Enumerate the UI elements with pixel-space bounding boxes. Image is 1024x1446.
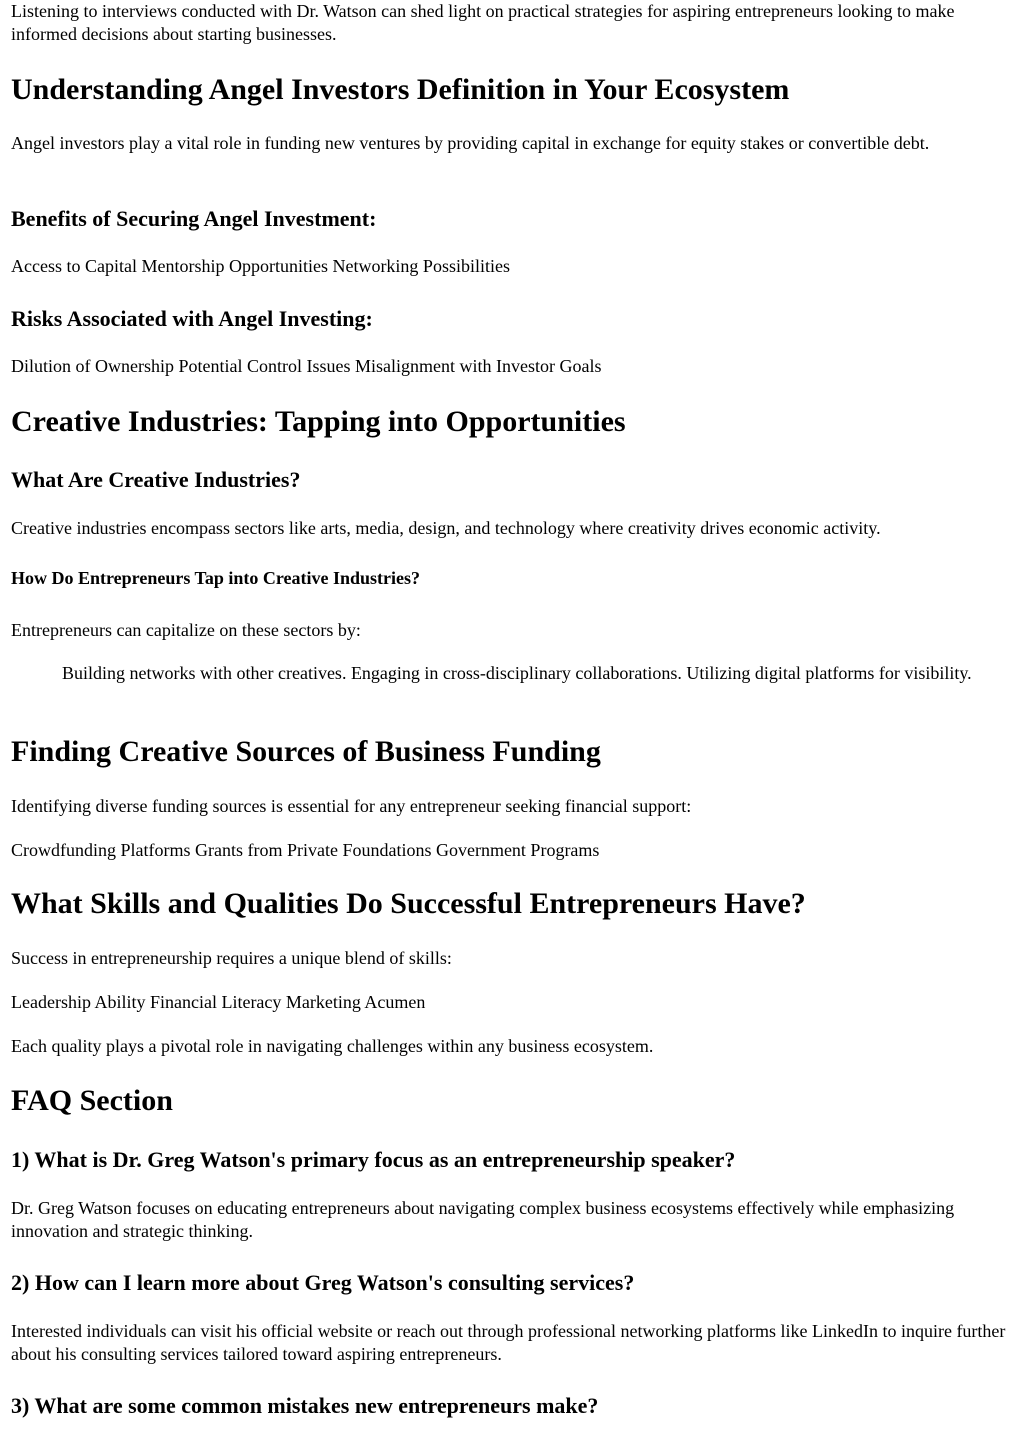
what-are-creative-industries-heading: What Are Creative Industries?	[11, 467, 301, 492]
faq-question-2: 2) How can I learn more about Greg Watson's consulting services?	[11, 1270, 635, 1295]
funding-sources-heading: Finding Creative Sources of Business Funding	[11, 735, 601, 768]
capitalize-paragraph: Entrepreneurs can capitalize on these sectors by:	[11, 620, 361, 640]
skills-closing-paragraph: Each quality plays a pivotal role in navigating challenges within any business ecosystem.	[11, 1036, 654, 1056]
creative-industries-paragraph: Creative industries encompass sectors like arts, media, design, and technology where creativity drives economic activity.	[11, 518, 881, 538]
creative-industries-heading: Creative Industries: Tapping into Opportunities	[11, 405, 626, 438]
tap-into-creative-heading: How Do Entrepreneurs Tap into Creative Industries?	[11, 568, 421, 588]
skills-paragraph: Success in entrepreneurship requires a unique blend of skills:	[11, 948, 452, 968]
benefits-list-text: Access to Capital Mentorship Opportunities Networking Possibilities	[11, 256, 510, 276]
faq-answer-2: Interested individuals can visit his official website or reach out through professional networking platforms like LinkedIn to inquire further about his consulting services tailored toward aspiring entrepreneurs.	[11, 1321, 1006, 1364]
skills-list-text: Leadership Ability Financial Literacy Marketing Acumen	[11, 992, 426, 1012]
intro-paragraph: Listening to interviews conducted with Dr. Watson can shed light on practical strategies for aspiring entrepreneurs looking to make informed decisions about starting businesses.	[11, 1, 955, 44]
skills-heading: What Skills and Qualities Do Successful Entrepreneurs Have?	[11, 887, 806, 920]
angel-investors-paragraph: Angel investors play a vital role in funding new ventures by providing capital in exchange for equity stakes or convertible debt.	[11, 133, 930, 153]
risks-heading: Risks Associated with Angel Investing:	[11, 306, 373, 331]
funding-sources-list-text: Crowdfunding Platforms Grants from Private Foundations Government Programs	[11, 840, 600, 860]
benefits-heading: Benefits of Securing Angel Investment:	[11, 206, 377, 231]
creative-strategies-quote: Building networks with other creatives. Engaging in cross-disciplinary collaborations. Utilizing digital platforms for visibility.	[62, 663, 972, 683]
funding-sources-paragraph: Identifying diverse funding sources is essential for any entrepreneur seeking financial support:	[11, 796, 692, 816]
risks-list-text: Dilution of Ownership Potential Control Issues Misalignment with Investor Goals	[11, 356, 602, 376]
angel-investors-heading: Understanding Angel Investors Definition in Your Ecosystem	[11, 73, 790, 106]
faq-question-3: 3) What are some common mistakes new entrepreneurs make?	[11, 1393, 599, 1418]
faq-answer-1: Dr. Greg Watson focuses on educating entrepreneurs about navigating complex business ecosystems effectively while emphasizing innovation and strategic thinking.	[11, 1198, 955, 1241]
faq-question-1: 1) What is Dr. Greg Watson's primary focus as an entrepreneurship speaker?	[11, 1147, 736, 1172]
faq-heading: FAQ Section	[11, 1084, 173, 1117]
